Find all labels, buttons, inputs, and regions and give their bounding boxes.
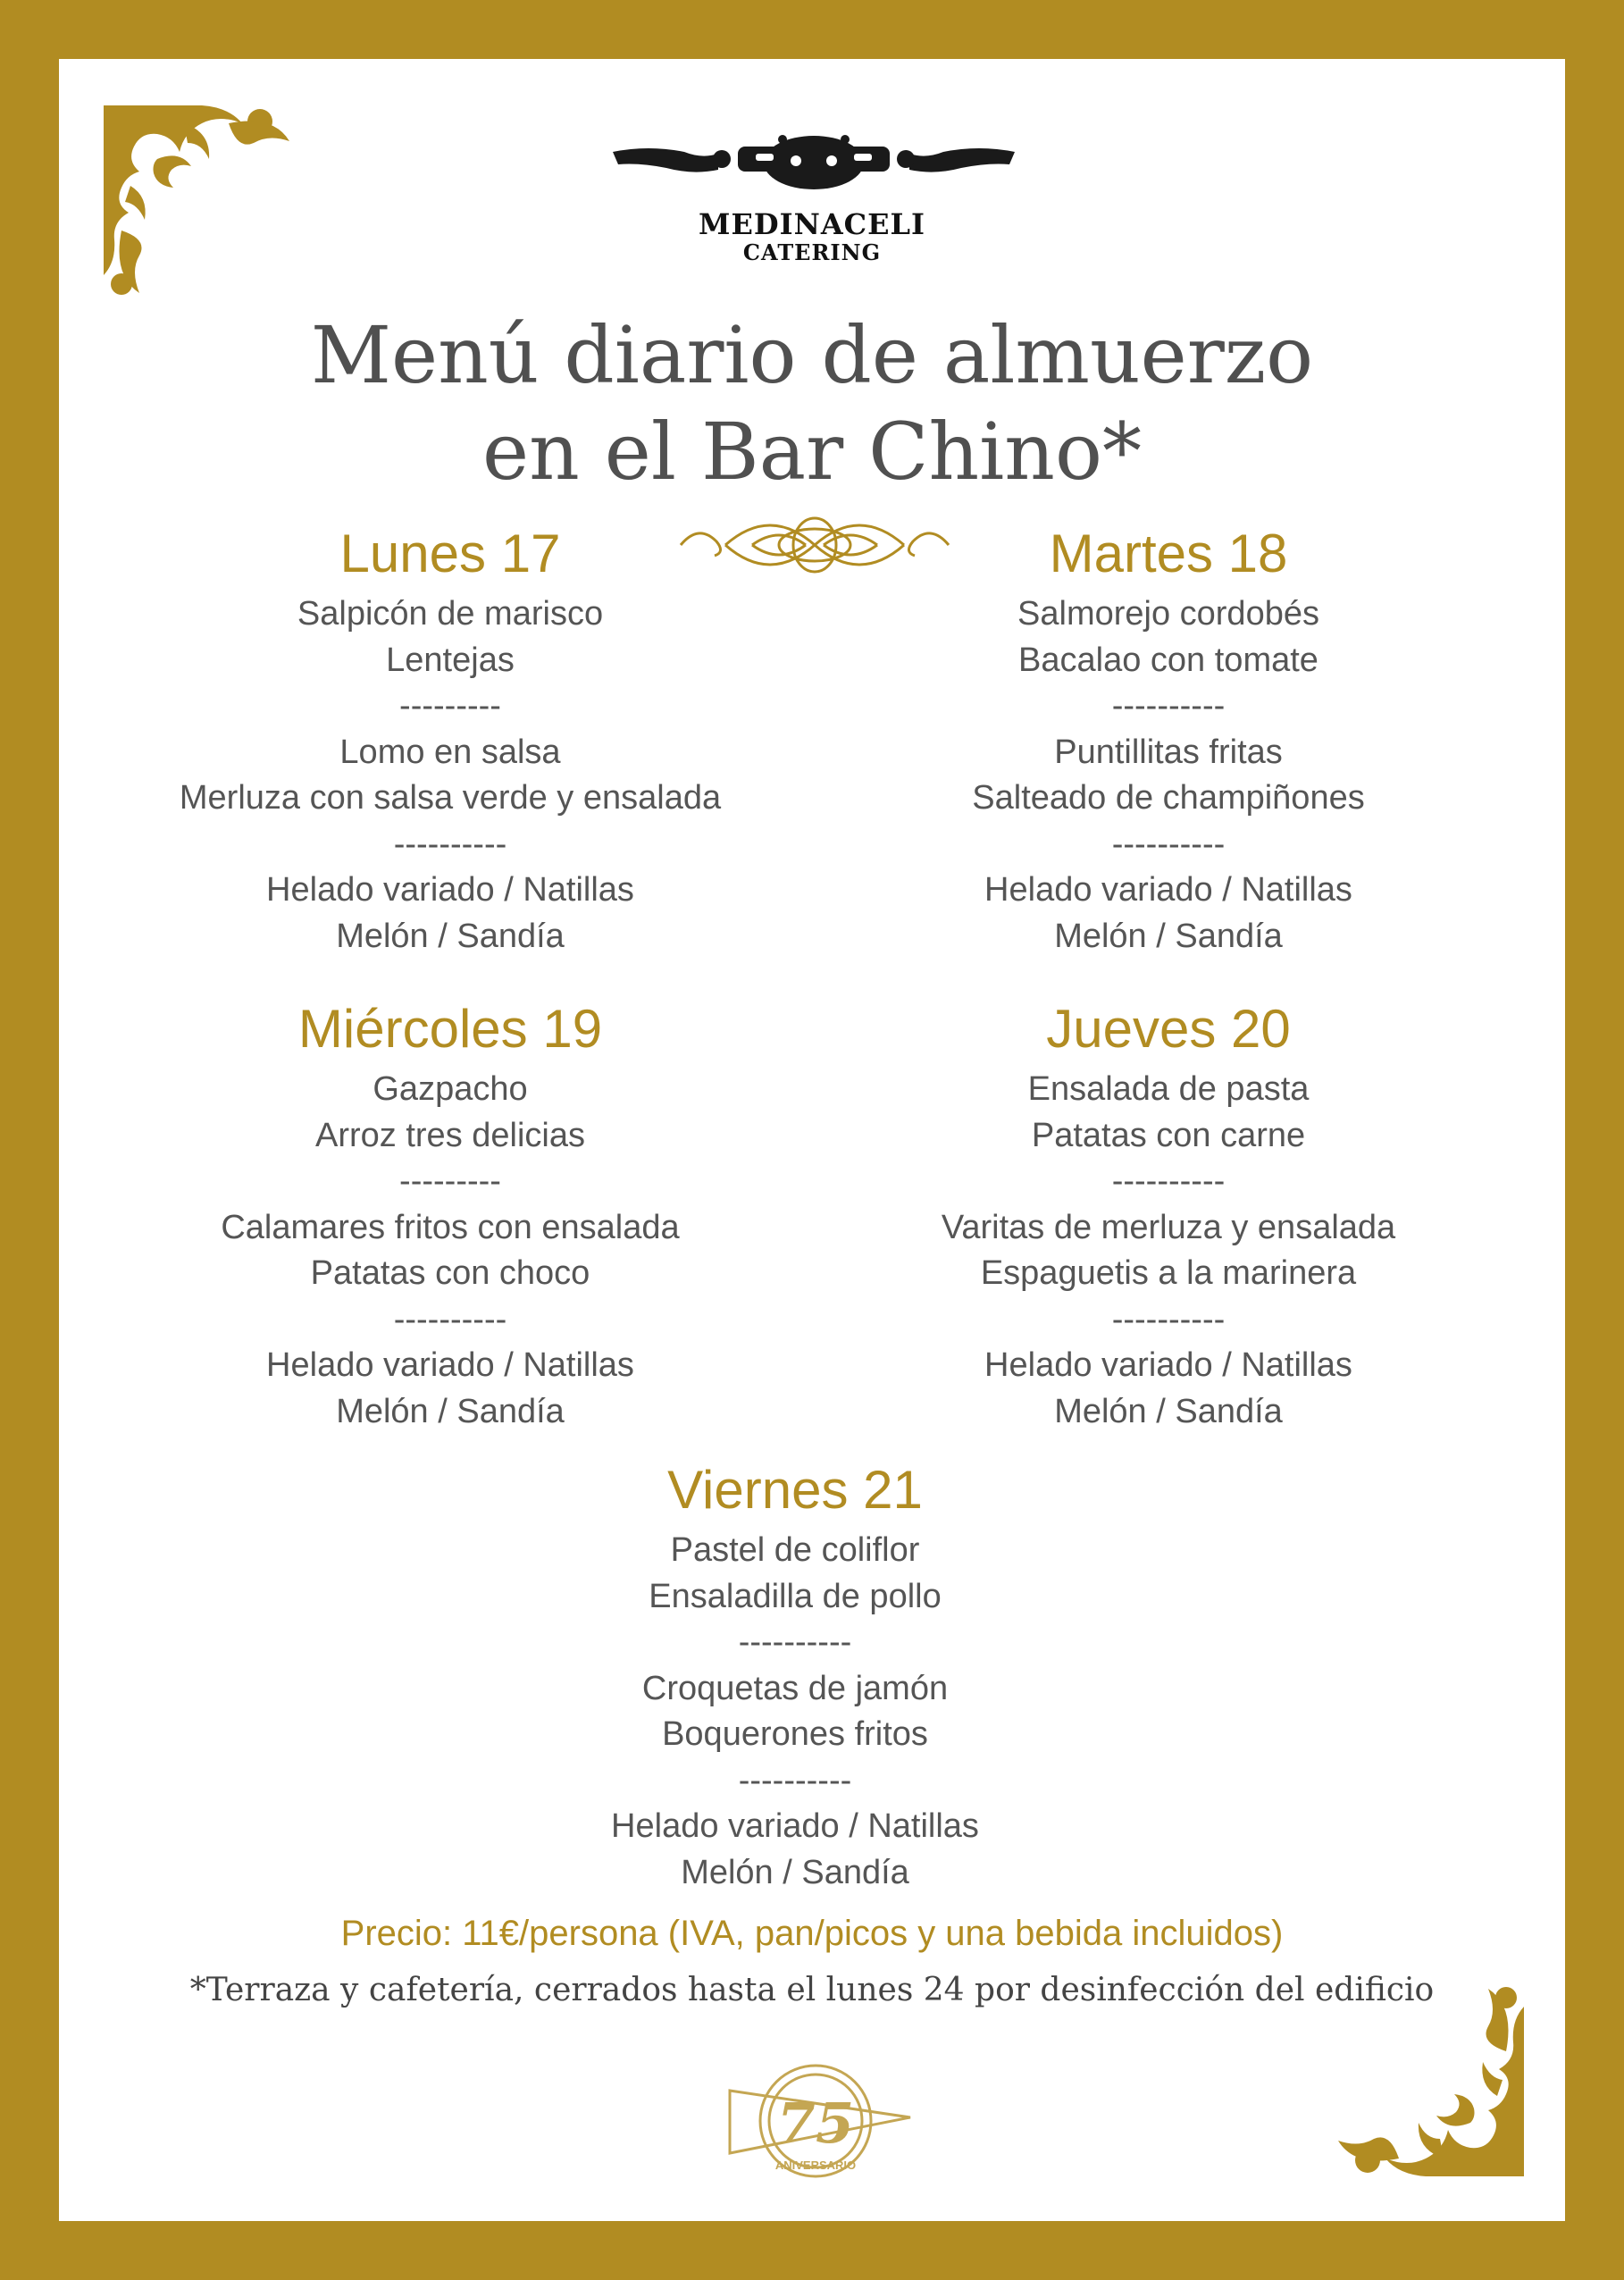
dish-item: Salmorejo cordobés	[1017, 595, 1319, 633]
dish-list	[523, 1528, 1067, 1896]
separator: ---------	[399, 1162, 501, 1200]
dish-item: Melón / Sandía	[336, 917, 565, 955]
dish-item: Melón / Sandía	[681, 1853, 909, 1891]
dish-item: Patatas con carne	[1031, 1116, 1306, 1154]
dish-item: Ensaladilla de pollo	[649, 1577, 942, 1615]
dish-item: Varitas de merluza y ensalada	[941, 1208, 1396, 1246]
separator: ----------	[393, 1300, 507, 1338]
dish-list	[858, 591, 1479, 960]
separator: ----------	[738, 1761, 852, 1799]
dish-item: Puntillitas fritas	[1054, 733, 1283, 771]
dish-item: Merluza con salsa verde y ensalada	[179, 779, 722, 817]
dish-item: Patatas con choco	[310, 1254, 590, 1292]
anniversary-label: ANIVERSARIO	[774, 2158, 857, 2172]
dish-list	[858, 1067, 1479, 1435]
day-wednesday	[139, 995, 761, 1435]
dish-item: Espaguetis a la marinera	[980, 1254, 1357, 1292]
day-title: Miércoles 19	[297, 999, 603, 1059]
dish-item: Gazpacho	[373, 1070, 528, 1108]
dish-item: Arroz tres delicias	[315, 1116, 585, 1154]
dish-item: Ensalada de pasta	[1027, 1070, 1310, 1108]
dish-item: Salteado de champiñones	[972, 779, 1365, 817]
dish-list	[139, 1067, 761, 1435]
day-title: Viernes 21	[667, 1460, 923, 1520]
day-title: Jueves 20	[1046, 999, 1291, 1059]
dish-item: Bacalao con tomate	[1018, 641, 1318, 679]
corner-ornament-icon	[95, 96, 300, 302]
separator: ----------	[1111, 1300, 1226, 1338]
footnote-text: *Terraza y cafetería, cerrados hasta el lunes 24 por desinfección del edificio	[189, 1972, 1435, 2008]
separator: ----------	[1111, 825, 1226, 863]
separator: ---------	[399, 687, 501, 725]
dish-item: Croquetas de jamón	[641, 1669, 949, 1707]
separator: ----------	[1111, 1162, 1226, 1200]
dish-item: Helado variado / Natillas	[266, 871, 634, 909]
dish-item: Helado variado / Natillas	[984, 871, 1352, 909]
dish-item: Helado variado / Natillas	[984, 1346, 1352, 1384]
dish-item: Helado variado / Natillas	[611, 1807, 979, 1845]
page-title-line-1: Menú diario de almuerzo	[310, 309, 1314, 401]
day-thursday	[858, 995, 1479, 1435]
dish-item: Calamares fritos con ensalada	[221, 1208, 680, 1246]
dish-item: Melón / Sandía	[1054, 1392, 1283, 1430]
day-title: Lunes 17	[339, 524, 561, 583]
corner-ornament-icon	[1327, 1980, 1533, 2185]
separator: ----------	[393, 825, 507, 863]
brand-subtitle: CATERING	[742, 239, 882, 265]
dish-item: Lentejas	[386, 641, 515, 679]
price-text: Precio: 11€/persona (IVA, pan/picos y una bebida incluidos)	[340, 1914, 1284, 1953]
dish-item: Lomo en salsa	[339, 733, 561, 771]
brand-name: MEDINACELI	[699, 207, 925, 241]
anniversary-flag-icon	[726, 2055, 914, 2207]
dish-item: Pastel de coliflor	[670, 1531, 920, 1569]
dish-item: Boquerones fritos	[662, 1715, 928, 1753]
day-monday	[139, 520, 761, 960]
dish-item: Melón / Sandía	[1054, 917, 1283, 955]
dish-item: Melón / Sandía	[336, 1392, 565, 1430]
menu-page	[59, 59, 1565, 2221]
separator: ----------	[738, 1623, 852, 1661]
day-tuesday	[858, 520, 1479, 960]
separator: ----------	[1111, 687, 1226, 725]
dish-item: Helado variado / Natillas	[266, 1346, 634, 1384]
page-title-line-2: en el Bar Chino*	[482, 406, 1142, 498]
dish-item: Salpicón de marisco	[297, 595, 604, 633]
day-friday	[523, 1456, 1067, 1896]
dish-list	[139, 591, 761, 960]
anniversary-number: 75	[776, 2091, 855, 2156]
day-title: Martes 18	[1049, 524, 1288, 583]
